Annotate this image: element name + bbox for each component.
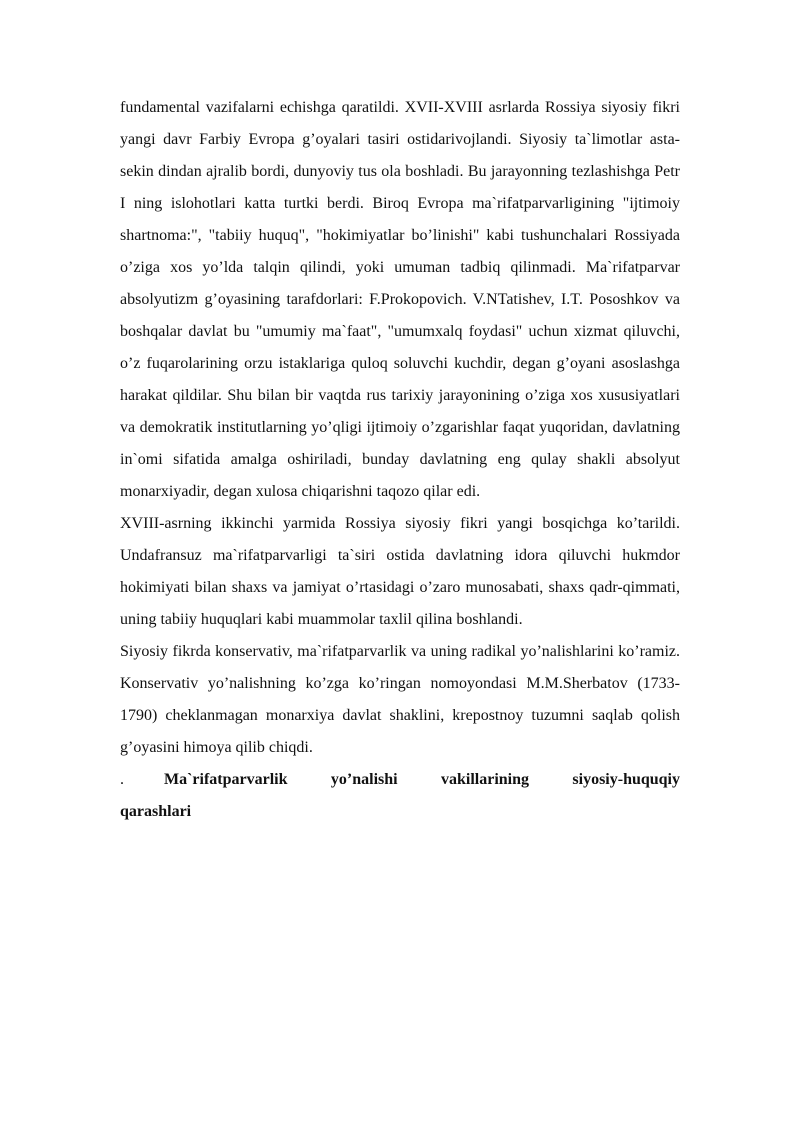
paragraph-1: fundamental vazifalarni echishga qaratildi. XVII-XVIII asrlarda Rossiya siyosiy fikri yangi davr Farbiy Evropa g’oyalari tasiri ostidarivojlandi. Siyosiy ta`limotlar asta-sekin dindan ajralib bordi, dunyoviy tus ola boshladi. Bu jarayonning tezlashishga Petr I ning islohotlari katta turtki berdi. Biroq Evropa ma`rifatparvarligining "ijtimoiy shartnoma:", "tabiiy huquq", "hokimiyatlar bo’linishi" kabi tushunchalari Rossiyada o’ziga xos yo’lda talqin qilindi, yoki umuman tadbiq qilinmadi. Ma`rifatparvar absolyutizm g’oyasining tarafdorlari: F.Prokopovich. V.NTatishev, I.T. Pososhkov va boshqalar davlat bu "umumiy ma`faat", "umumxalq foydasi" uchun xizmat qiluvchi, o’z fuqarolarining orzu istaklariga quloq soluvchi kuchdir, degan g’oyani asoslashga harakat qildilar. Shu bilan bir vaqtda rus tarixiy jarayonining o’ziga xos xususiyatlari va demokratik institutlarning yo’qligi ijtimoiy o’zgarishlar faqat yuqoridan, davlatning in`omi sifatida amalga oshiriladi, bunday davlatning eng qulay shakli absolyut monarxiyadir, degan xulosa chiqarishni taqozo qilar edi. [120, 99, 680, 500]
section-heading [120, 764, 680, 828]
heading-marker: . [120, 771, 124, 788]
paragraph-3: Siyosiy fikrda konservativ, ma`rifatparvarlik va uning radikal yo’nalishlarini ko’ramiz. Konservativ yo’nalishning ko’zga ko’ringan nomoyondasi M.M.Sherbatov (1733-1790) cheklanmagan monarxiya davlat shaklini, krepostnoy tuzumni saqlab qolish g’oyasini himoya qilib chiqdi. [120, 643, 680, 756]
paragraph-2: XVIII-asrning ikkinchi yarmida Rossiya siyosiy fikri yangi bosqichga ko’tarildi. Undafransuz ma`rifatparvarligi ta`siri ostida davlatning idora qiluvchi hukmdor hokimiyati bilan shaxs va jamiyat o’rtasidagi o’zaro munosabati, shaxs qadr-qimmati, uning tabiiy huquqlari kabi muammolar taxlil qilina boshlandi. [120, 515, 680, 628]
document-page [120, 92, 680, 828]
section-heading-text: Ma`rifatparvarlik yo’nalishi vakillarining siyosiy-huquqiy qarashlari [120, 771, 680, 820]
